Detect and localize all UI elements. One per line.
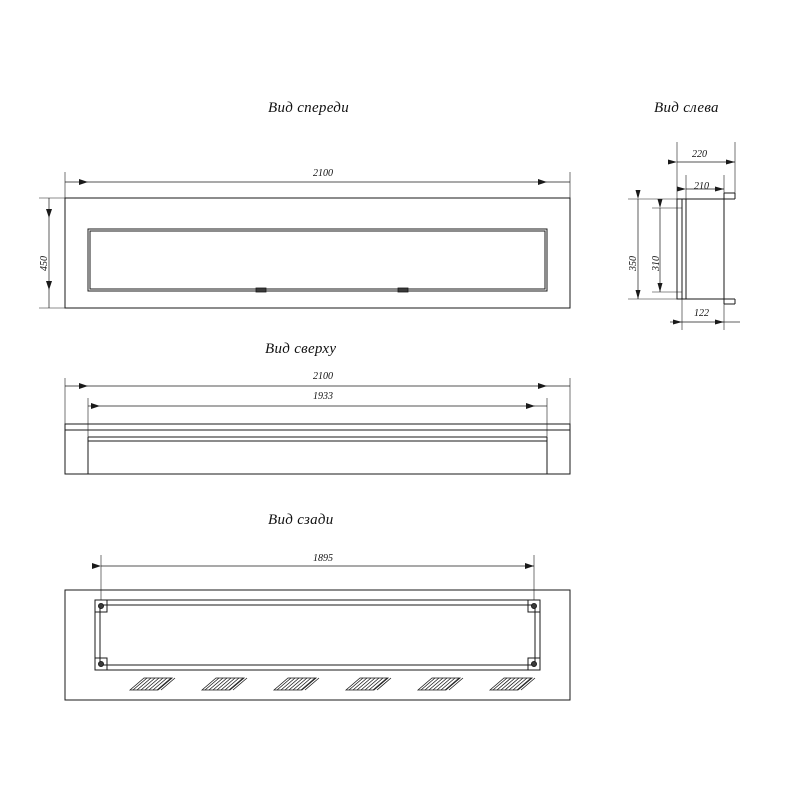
view-title-top: Вид сверху	[265, 341, 337, 357]
view-left-geometry	[628, 142, 740, 330]
dim-front-width: 2100	[313, 168, 333, 179]
view-title-rear: Вид сзади	[268, 512, 334, 528]
dim-top-width-inner: 1933	[313, 391, 333, 402]
view-title-left: Вид слева	[654, 100, 719, 116]
dim-left-width-inner: 210	[694, 181, 709, 192]
view-front-geometry	[39, 172, 570, 308]
dim-rear-width: 1895	[313, 553, 333, 564]
dim-left-height-outer: 350	[628, 256, 639, 271]
view-rear-geometry	[65, 555, 570, 700]
dim-left-width-outer: 220	[692, 149, 707, 160]
dim-top-width-outer: 2100	[313, 371, 333, 382]
dim-left-height-inner: 310	[651, 256, 662, 271]
vent-group	[130, 678, 175, 690]
view-title-front: Вид спереди	[268, 100, 349, 116]
dim-left-depth-bottom: 122	[694, 308, 709, 319]
dim-front-height: 450	[39, 256, 50, 271]
view-top-geometry	[65, 378, 570, 474]
